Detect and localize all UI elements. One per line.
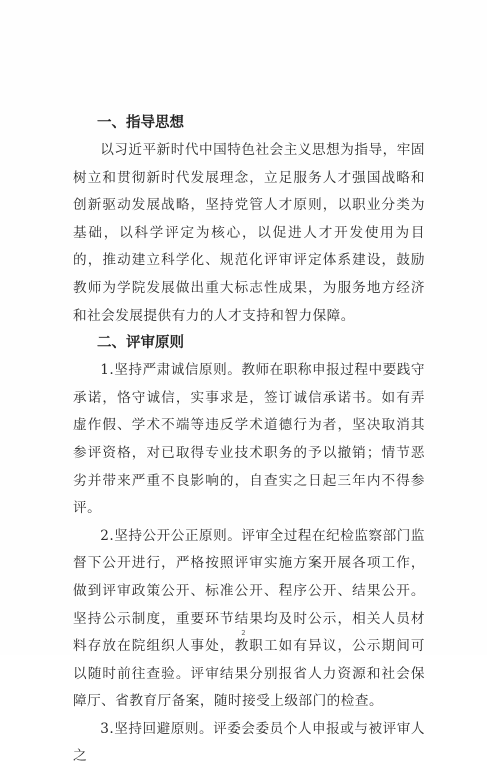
document-body	[73, 110, 425, 771]
paragraph-guiding-ideology: 以习近平新时代中国特色社会主义思想为指导，牢固树立和贯彻新时代发展理念，立足服务人才强国战略和创新驱动发展战略，坚持党管人才原则，以职业分类为基础，以科学评定为核心，以促进人才开发使用为目的，推动建立科学化、规范化评审评定体系建设，鼓励教师为学院发展做出重大标志性成果，为服务地方经济和社会发展提供有力的人才支持和智力保障。	[73, 142, 425, 324]
section-heading-guiding-ideology: 一、指导思想	[97, 115, 184, 131]
paragraph-integrity-principle: 1.坚持严肃诚信原则。教师在职称申报过程中要践守承诺，恪守诚信，实事求是，签订诚信承诺书。如有弄虚作假、学术不端等违反学术道德行为者，坚决取消其参评资格，对已取得专业技术职务的予以撤销；情节恶劣并带来严重不良影响的，自查实之日起三年内不得参评。	[73, 362, 425, 517]
section-heading-review-principles: 二、评审原则	[97, 335, 184, 352]
page-number: 2	[241, 629, 246, 637]
paragraph-recusal-principle: 3.坚持回避原则。评委会委员个人申报或与被评审人之	[73, 720, 425, 765]
paragraph-openness-principle: 2.坚持公开公正原则。评审全过程在纪检监察部门监督下公开进行，严格按照评审实施方案开展各项工作，做到评审政策公开、标准公开、程序公开、结果公开。坚持公示制度，重要环节结果均及时公示，相关人员材料存放在院组织人事处，教职工如有异议，公示期间可以随时前往查验。评审结果分别报省人力资源和社会保障厅、省教育厅备案，随时接受上级部门的检查。	[73, 527, 425, 710]
